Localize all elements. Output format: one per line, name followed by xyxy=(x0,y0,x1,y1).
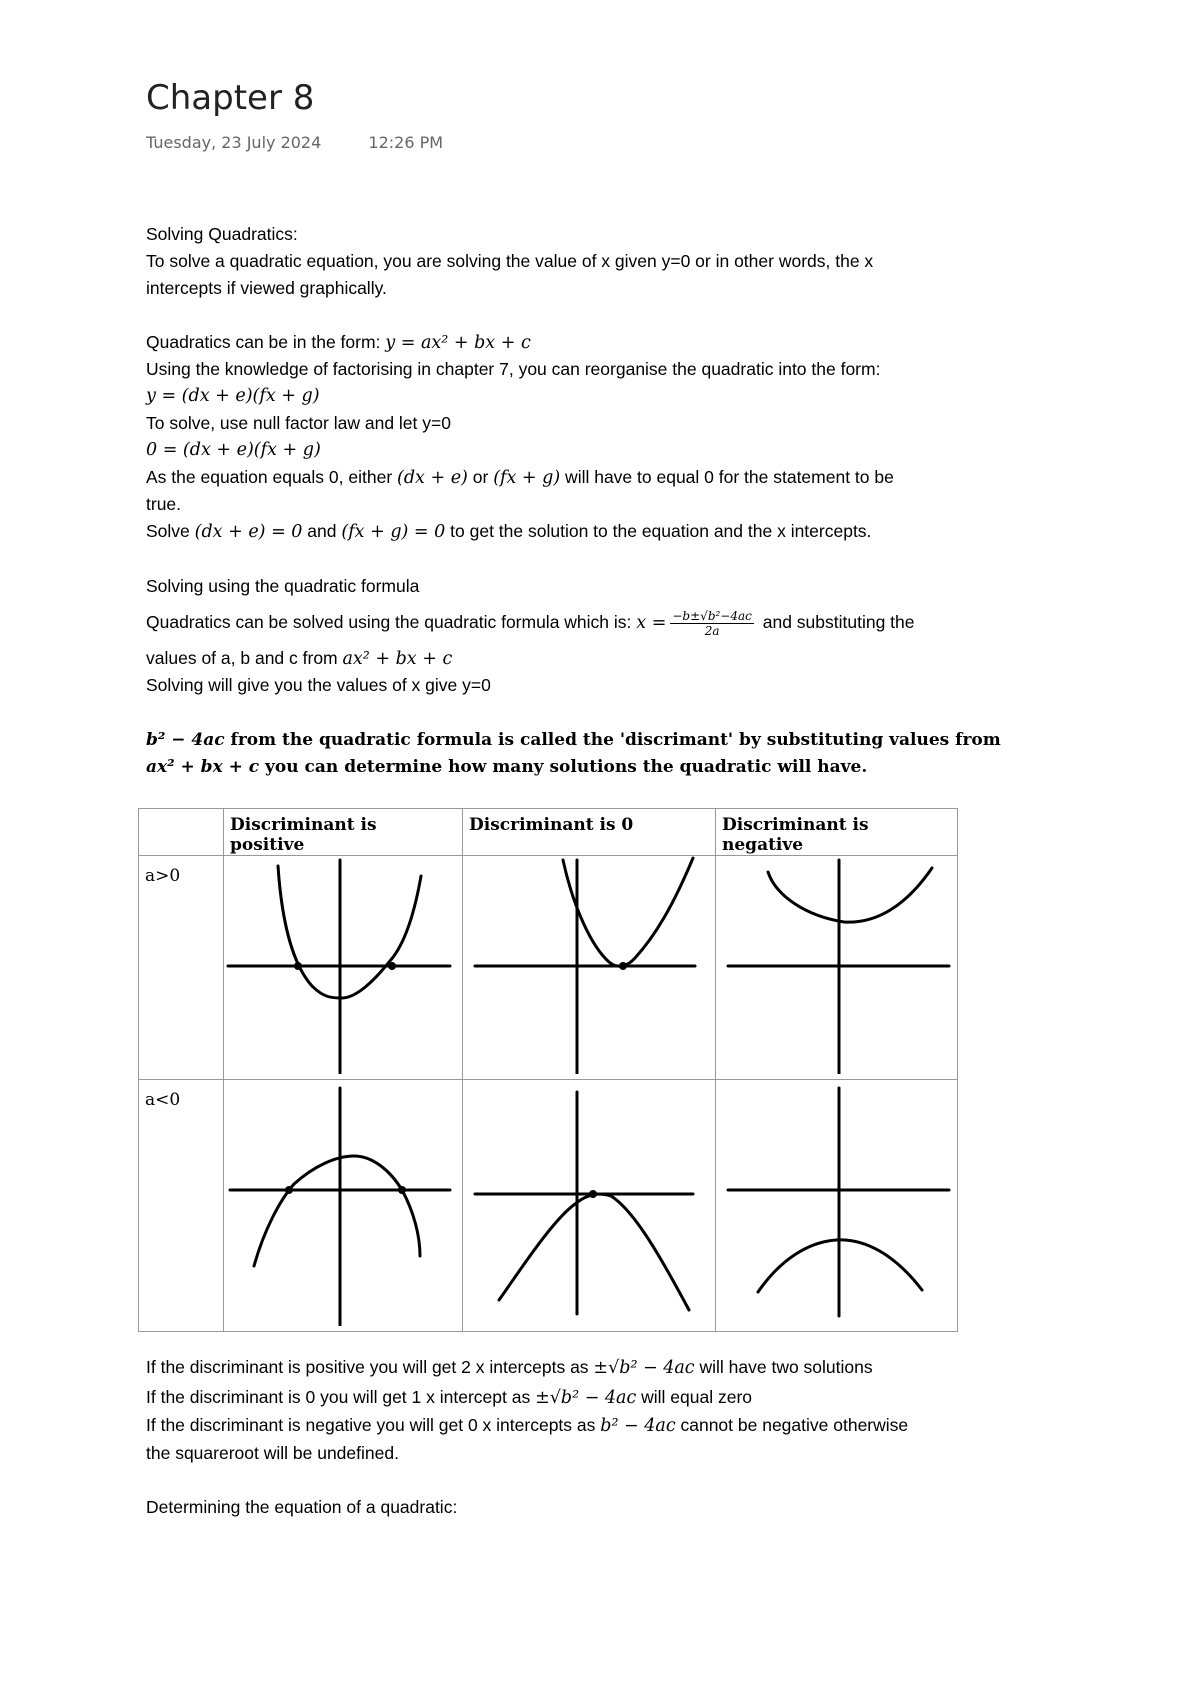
form-line: Quadratics can be in the form: y = ax² + bx + c xyxy=(146,332,531,353)
zero-equation: 0 = (dx + e)(fx + g) xyxy=(146,440,321,460)
table-header-cell: Discriminant is positive xyxy=(224,809,463,856)
paragraph-line: Using the knowledge of factorising in chapter 7, you can reorganise the quadratic into the form: xyxy=(146,359,881,379)
row-label: a>0 xyxy=(139,856,224,1080)
touch-point xyxy=(589,1190,597,1198)
row-label: a<0 xyxy=(139,1080,224,1332)
page-title: Chapter 8 xyxy=(146,78,315,118)
discriminant-line: b² − 4ac from the quadratic formula is called the 'discrimant' by substituting values from xyxy=(146,730,1001,750)
page-meta xyxy=(146,133,443,152)
table-header-row xyxy=(139,809,958,856)
paragraph-line: intercepts if viewed graphically. xyxy=(146,278,387,298)
graph-negative-up xyxy=(716,856,957,1074)
table-header-cell: Discriminant is negative xyxy=(716,809,958,856)
parabola-curve xyxy=(499,1194,689,1310)
discriminant-table xyxy=(138,808,958,1332)
intercept-point xyxy=(294,962,302,970)
either-line: As the equation equals 0, either (dx + e) or (fx + g) will have to equal 0 for the statement to be xyxy=(146,467,894,488)
paragraph-line: To solve a quadratic equation, you are solving the value of x given y=0 or in other words, the x xyxy=(146,251,874,271)
table-corner-cell xyxy=(139,809,224,856)
parabola-curve xyxy=(563,858,693,966)
table-header-cell: Discriminant is 0 xyxy=(463,809,716,856)
graph-cell xyxy=(224,856,463,1080)
table-row xyxy=(139,856,958,1080)
paragraph-line: To solve, use null factor law and let y=0 xyxy=(146,413,451,433)
parabola-curve xyxy=(254,1156,420,1266)
graph-cell xyxy=(463,1080,716,1332)
paragraph-line: true. xyxy=(146,494,182,514)
intercept-point xyxy=(285,1186,293,1194)
section-heading-formula: Solving using the quadratic formula xyxy=(146,576,420,596)
graph-cell xyxy=(224,1080,463,1332)
section-heading-determining: Determining the equation of a quadratic: xyxy=(146,1497,458,1517)
intercept-point xyxy=(398,1186,406,1194)
graph-zero-up xyxy=(463,856,715,1074)
touch-point xyxy=(619,962,627,970)
graph-cell xyxy=(716,856,958,1080)
formula-line: Quadratics can be solved using the quadratic formula which is: x = $\frac{\text{−b±√b²−4ac}}{2a}$ and substituting the xyxy=(146,608,915,638)
intercept-point xyxy=(388,962,396,970)
graph-cell xyxy=(463,856,716,1080)
page-time: 12:26 PM xyxy=(368,133,444,152)
page-date: Tuesday, 23 July 2024 xyxy=(146,133,322,152)
graph-negative-down xyxy=(716,1080,957,1326)
quadratic-formula-fraction: $\frac{\text{−b±√b²−4ac}}{2a}$ xyxy=(672,608,752,638)
values-line: values of a, b and c from ax² + bx + c xyxy=(146,648,453,669)
graph-zero-down xyxy=(463,1080,715,1326)
solve-line: Solve (dx + e) = 0 and (fx + g) = 0 to get the solution to the equation and the x intercepts. xyxy=(146,521,872,542)
discriminant-line: ax² + bx + c you can determine how many solutions the quadratic will have. xyxy=(146,757,868,777)
paragraph-line: Solving will give you the values of x give y=0 xyxy=(146,675,491,695)
parabola-curve xyxy=(768,868,932,922)
quadratic-form-equation: y = ax² + bx + c xyxy=(385,333,531,353)
section-heading-solving: Solving Quadratics: xyxy=(146,224,298,244)
result-line-negative: If the discriminant is negative you will get 0 x intercepts as b² − 4ac cannot be negative otherwise xyxy=(146,1415,909,1436)
graph-positive-down xyxy=(224,1080,462,1326)
paragraph-line: the squareroot will be undefined. xyxy=(146,1443,399,1463)
factored-equation: y = (dx + e)(fx + g) xyxy=(146,386,320,406)
parabola-curve xyxy=(278,866,421,998)
result-line-positive: If the discriminant is positive you will get 2 x intercepts as ±√b² − 4ac will have two solutions xyxy=(146,1357,873,1378)
table-row xyxy=(139,1080,958,1332)
graph-positive-up xyxy=(224,856,462,1074)
result-line-zero: If the discriminant is 0 you will get 1 x intercept as ±√b² − 4ac will equal zero xyxy=(146,1387,753,1408)
graph-cell xyxy=(716,1080,958,1332)
